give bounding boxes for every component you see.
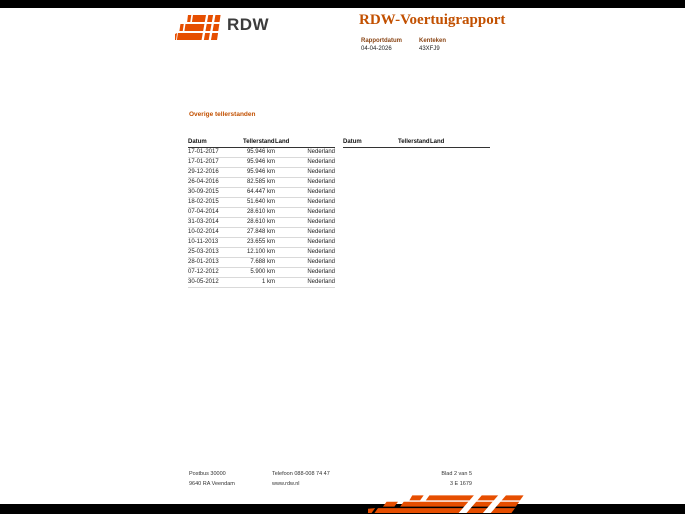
cell-tellerstand: 28.610 km — [243, 208, 275, 218]
cell-datum: 29-12-2016 — [188, 168, 243, 178]
table-header-row — [343, 138, 490, 148]
cell-datum: 30-09-2015 — [188, 188, 243, 198]
cell-datum: 28-01-2013 — [188, 258, 243, 268]
table-row — [188, 218, 335, 228]
cell-tellerstand: 28.610 km — [243, 218, 275, 228]
cell-tellerstand: 95.946 km — [243, 158, 275, 168]
cell-datum: 07-12-2012 — [188, 268, 243, 278]
cell-datum: 17-01-2017 — [188, 148, 243, 158]
cell-tellerstand: 27.848 km — [243, 228, 275, 238]
report-meta — [361, 38, 446, 52]
rdw-logo — [175, 13, 269, 40]
table-row — [188, 158, 335, 168]
footer-postcode: 9640 RA Veendam — [189, 481, 235, 487]
cell-land: Nederland — [275, 168, 335, 178]
cell-tellerstand: 51.640 km — [243, 198, 275, 208]
table-row — [188, 228, 335, 238]
footer-telefoon: Telefoon 088-008 74 47 — [272, 471, 330, 477]
rdw-flag-icon — [175, 13, 221, 40]
cell-land: Nederland — [275, 208, 335, 218]
cell-land: Nederland — [275, 148, 335, 158]
footer-contact — [272, 469, 330, 489]
cell-land: Nederland — [275, 218, 335, 228]
section-heading: Overige tellerstanden — [189, 111, 256, 118]
col-header-datum: Datum — [343, 138, 398, 148]
cell-datum: 31-03-2014 — [188, 218, 243, 228]
cell-tellerstand: 95.946 km — [243, 148, 275, 158]
table-row — [188, 198, 335, 208]
odometer-table-right — [343, 138, 490, 288]
report-title: RDW-Voertuigrapport — [359, 12, 506, 28]
cell-land: Nederland — [275, 188, 335, 198]
cell-tellerstand: 5.900 km — [243, 268, 275, 278]
footer-website: www.rdw.nl — [272, 481, 300, 487]
table-row — [188, 168, 335, 178]
footer-pageinfo — [398, 469, 472, 489]
cell-land: Nederland — [275, 278, 335, 288]
cell-land: Nederland — [275, 238, 335, 248]
kenteken-value: 43XFJ9 — [419, 46, 440, 52]
footer-code: 3 E 1679 — [449, 481, 472, 487]
kenteken-label: Kenteken — [419, 38, 447, 44]
kenteken-block — [419, 38, 446, 52]
rdw-flag-icon — [368, 494, 525, 513]
cell-tellerstand: 64.447 km — [243, 188, 275, 198]
cell-datum: 10-02-2014 — [188, 228, 243, 238]
col-header-tellerstand: Tellerstand — [398, 138, 430, 148]
cell-datum: 10-11-2013 — [188, 238, 243, 248]
cell-land: Nederland — [275, 228, 335, 238]
cell-datum: 26-04-2016 — [188, 178, 243, 188]
col-header-datum: Datum — [188, 138, 243, 148]
cell-tellerstand: 82.585 km — [243, 178, 275, 188]
col-header-land: Land — [275, 138, 335, 148]
col-header-tellerstand: Tellerstand — [243, 138, 275, 148]
table-row — [188, 178, 335, 188]
top-black-bar — [0, 0, 685, 8]
table-header-row — [188, 138, 335, 148]
bottom-black-bar — [0, 504, 685, 514]
table-row — [188, 258, 335, 268]
cell-land: Nederland — [275, 268, 335, 278]
rapportdatum-value: 04-04-2026 — [361, 46, 392, 52]
cell-land: Nederland — [275, 248, 335, 258]
cell-tellerstand: 7.688 km — [243, 258, 275, 268]
footer-blad: Blad 2 van 5 — [441, 471, 472, 477]
cell-land: Nederland — [275, 198, 335, 208]
table-row — [188, 248, 335, 258]
cell-land: Nederland — [275, 178, 335, 188]
cell-tellerstand: 95.946 km — [243, 168, 275, 178]
footer-address — [189, 469, 235, 489]
cell-tellerstand: 23.655 km — [243, 238, 275, 248]
cell-land: Nederland — [275, 158, 335, 168]
cell-tellerstand: 1 km — [243, 278, 275, 288]
odometer-table-left — [188, 138, 335, 288]
rapportdatum-label: Rapportdatum — [361, 38, 402, 44]
cell-datum: 17-01-2017 — [188, 158, 243, 168]
rdw-flag-logo-large — [368, 494, 525, 513]
table-row — [188, 268, 335, 278]
cell-datum: 25-03-2013 — [188, 248, 243, 258]
rdw-logo-text: RDW — [227, 15, 270, 34]
cell-datum: 07-04-2014 — [188, 208, 243, 218]
table-row — [188, 238, 335, 248]
table-row — [188, 208, 335, 218]
cell-land: Nederland — [275, 258, 335, 268]
cell-tellerstand: 12.100 km — [243, 248, 275, 258]
cell-datum: 30-05-2012 — [188, 278, 243, 288]
table-row — [188, 188, 335, 198]
table-row — [188, 148, 335, 158]
table-row — [188, 278, 335, 288]
rapportdatum-block — [361, 38, 402, 52]
odometer-tables — [188, 138, 490, 288]
col-header-land: Land — [430, 138, 490, 148]
cell-datum: 18-02-2015 — [188, 198, 243, 208]
footer-postbus: Postbus 30000 — [189, 471, 226, 477]
